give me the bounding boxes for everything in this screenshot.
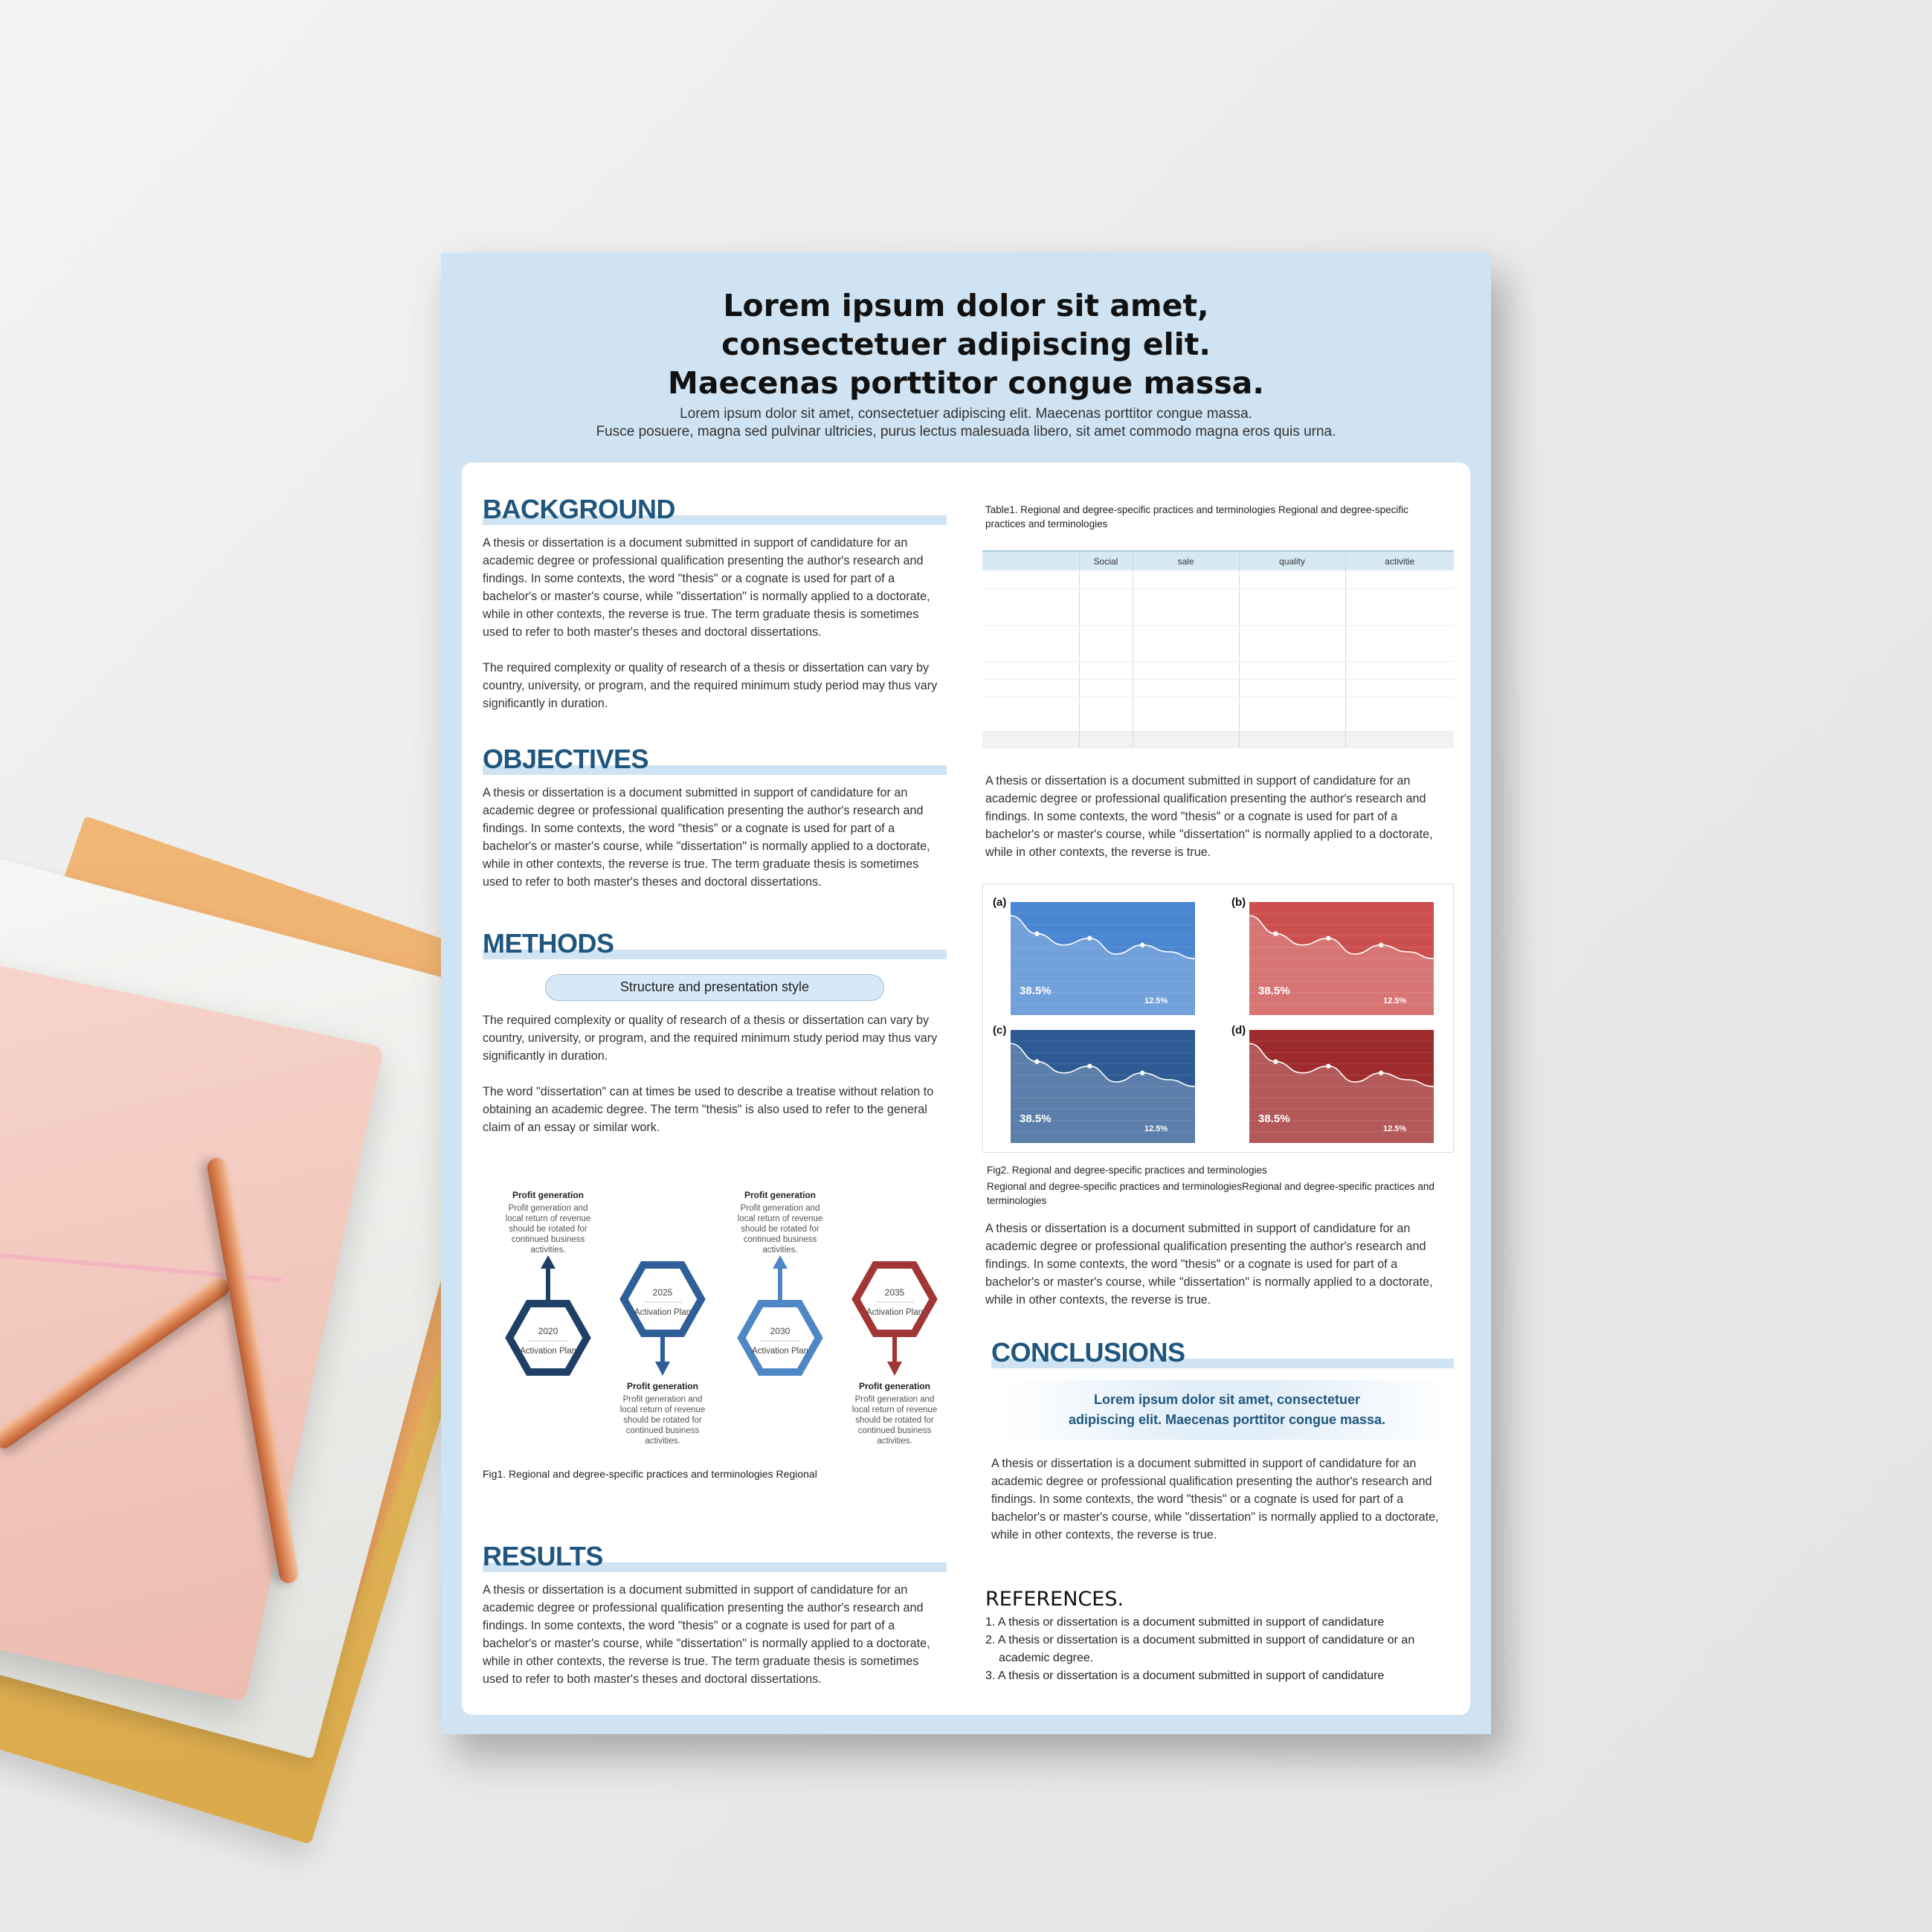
- poster: [441, 253, 1491, 1734]
- panel-label: (a): [993, 896, 1007, 909]
- chart-point: [1273, 1059, 1278, 1063]
- methods-section: [483, 928, 947, 1136]
- node-desc: Profit generation and local return of revenue should be rotated for continued business activities.: [505, 1204, 591, 1255]
- panel-label: (d): [1231, 1024, 1246, 1037]
- conclusions-highlight: [1004, 1380, 1450, 1440]
- methods-heading: METHODS: [483, 928, 614, 959]
- chart-point: [1379, 943, 1383, 947]
- poster-subtitle-line2: Fusce posuere, magna sed pulvinar ultricies, purus lectus malesuada libero, sit amet commodo magna eros quis urna.: [596, 424, 1336, 439]
- node-label: Activation Plan: [519, 1347, 577, 1356]
- fig2-chart-grid: [982, 883, 1454, 1153]
- table1: [982, 550, 1454, 748]
- chart-value-label: 38.5%: [1020, 1112, 1052, 1125]
- fig1-diagram: [483, 1190, 947, 1465]
- chart-value-label: 12.5%: [1383, 1124, 1407, 1133]
- node-title: Profit generation: [744, 1190, 816, 1200]
- chart-point: [1087, 936, 1092, 940]
- poster-title: Lorem ipsum dolor sit amet, consectetuer adipiscing elit. Maecenas porttitor congue massa.: [668, 288, 1264, 401]
- hexagon-2025: [624, 1265, 701, 1376]
- objectives-heading: OBJECTIVES: [483, 744, 649, 774]
- node-2025-text: [614, 1381, 711, 1446]
- chart-value-label: 12.5%: [1144, 996, 1168, 1005]
- background-section: [483, 494, 947, 712]
- chart-value-label: 12.5%: [1383, 996, 1407, 1005]
- table-row: [982, 731, 1454, 747]
- structure-pill: Structure and presentation style: [545, 974, 884, 1001]
- panel-label: (b): [1231, 896, 1246, 909]
- chart-point: [1140, 1071, 1144, 1075]
- chart-value-label: 12.5%: [1144, 1124, 1168, 1133]
- table-row: [982, 679, 1454, 697]
- node-desc: Profit generation and local return of revenue should be rotated for continued business activities.: [851, 1395, 938, 1446]
- fig1-caption: Fig1. Regional and degree-specific practices and terminologies Regional: [483, 1468, 817, 1480]
- node-desc: Profit generation and local return of revenue should be rotated for continued business activities.: [619, 1395, 706, 1446]
- chart-value-label: 38.5%: [1258, 985, 1290, 997]
- table-row: [982, 570, 1454, 588]
- methods-paragraph-2: The word "dissertation" can at times be used to describe a treatise without relation to obtaining an academic degree. The term "thesis" is also used to refer to the general claim of an essay or similar work.: [483, 1085, 934, 1134]
- reference-item: 2. A thesis or dissertation is a document submitted in support of candidature or an academic degree.: [985, 1634, 1415, 1664]
- chart-value-label: 38.5%: [1020, 985, 1052, 997]
- methods-paragraph-1: The required complexity or quality of research of a thesis or dissertation can vary by country, university, or program, and the required minimum study period may thus vary significantly in duration.: [483, 1014, 938, 1063]
- highlight-line1: Lorem ipsum dolor sit amet, consectetuer: [1093, 1392, 1361, 1407]
- background-paragraph-2: The required complexity or quality of research of a thesis or dissertation can vary by country, university, or program, and the required minimum study period may thus vary significantly in duration.: [483, 661, 938, 710]
- fig2-svg: [983, 884, 1455, 1153]
- chart-value-label: 38.5%: [1258, 1112, 1290, 1125]
- results-paragraph: A thesis or dissertation is a document submitted in support of candidature for an academic degree or professional qualification presenting the author's research and findings. In some contexts, the word "thesis" or a cognate is used for part of a bachelor's or master's course, while "dissertation" is normally applied to a doctorate, while in other contexts, the reverse is true. The term graduate thesis is sometimes used to refer to both master's theses and doctoral dissertations.: [483, 1583, 930, 1686]
- reference-item: 1. A thesis or dissertation is a document submitted in support of candidature: [985, 1616, 1385, 1629]
- node-year: 2035: [884, 1287, 905, 1298]
- node-year: 2030: [770, 1326, 790, 1336]
- node-title: Profit generation: [512, 1190, 584, 1200]
- content-panel: [462, 463, 1470, 1715]
- panel-label: (c): [993, 1024, 1007, 1037]
- table1-caption: Table1. Regional and degree-specific practices and terminologies Regional and degree-specific practices and terminologies: [985, 504, 1408, 529]
- chart-point: [1034, 1059, 1039, 1063]
- table-row: [982, 697, 1454, 731]
- results-section: [483, 1541, 947, 1688]
- node-label: Activation Plan: [751, 1347, 809, 1356]
- chart-point: [1034, 931, 1039, 936]
- table-row: [982, 625, 1454, 661]
- results-heading: RESULTS: [483, 1541, 603, 1571]
- reference-item: 3. A thesis or dissertation is a document submitted in support of candidature: [985, 1669, 1385, 1682]
- node-year: 2020: [538, 1326, 558, 1336]
- section-heading: [483, 928, 947, 962]
- table-row: [982, 661, 1454, 679]
- chart-point: [1379, 1071, 1383, 1075]
- background-heading: BACKGROUND: [483, 494, 675, 524]
- conclusions-section: [991, 1337, 1454, 1544]
- node-title: Profit generation: [858, 1381, 930, 1391]
- background-paragraph-1: A thesis or dissertation is a document submitted in support of candidature for an academic degree or professional qualification presenting the author's research and findings. In some contexts, the word "thesis" or a cognate is used for part of a bachelor's or master's course, while "dissertation" is normally applied to a doctorate, while in other contexts, the reverse is true. The term graduate thesis is sometimes used to refer to both master's theses and doctoral dissertations.: [483, 536, 930, 639]
- node-title: Profit generation: [626, 1381, 698, 1391]
- node-year: 2025: [652, 1287, 673, 1298]
- table-header-cell: activitie: [1345, 551, 1454, 570]
- chart-point: [1087, 1063, 1092, 1068]
- highlight-line2: adipiscing elit. Maecenas porttitor congue massa.: [1068, 1412, 1386, 1427]
- table-header-cell: sale: [1133, 551, 1239, 570]
- objectives-section: [483, 744, 947, 891]
- table-header-cell: [982, 551, 1079, 570]
- node-2020-text: [500, 1190, 596, 1255]
- section-heading: [991, 1337, 1454, 1371]
- node-label: Activation Plan: [866, 1308, 924, 1317]
- node-label: Activation Plan: [634, 1308, 692, 1317]
- node-2030-text: [732, 1190, 828, 1255]
- hexagon-2035: [856, 1265, 933, 1376]
- fig2-caption-line1: Fig2. Regional and degree-specific practices and terminologies: [987, 1165, 1267, 1176]
- conclusions-paragraph: A thesis or dissertation is a document submitted in support of candidature for an academic degree or professional qualification presenting the author's research and findings. In some contexts, the word "thesis" or a cognate is used for part of a bachelor's or master's course, while "dissertation" is normally applied to a doctorate, while in other contexts, the reverse is true.: [991, 1457, 1439, 1542]
- chart-point: [1273, 931, 1278, 936]
- poster-header: [441, 286, 1491, 441]
- right-paragraph-1: A thesis or dissertation is a document submitted in support of candidature for an academic degree or professional qualification presenting the author's research and findings. In some contexts, the word "thesis" or a cognate is used for part of a bachelor's or master's course, while "dissertation" is normally applied to a doctorate, while in other contexts, the reverse is true.: [985, 774, 1433, 859]
- node-2035-text: [846, 1381, 943, 1446]
- chart-point: [1326, 936, 1330, 940]
- table-header-cell: quality: [1239, 551, 1345, 570]
- fig2-caption-line2: Regional and degree-specific practices and terminologiesRegional and degree-specific practices and terminologies: [987, 1181, 1434, 1206]
- conclusions-heading: CONCLUSIONS: [991, 1337, 1185, 1368]
- section-heading: [483, 1541, 947, 1575]
- table-row: [982, 588, 1454, 625]
- references-list: [985, 1614, 1446, 1685]
- references-heading: REFERENCES.: [985, 1588, 1124, 1611]
- right-paragraph-2: A thesis or dissertation is a document submitted in support of candidature for an academic degree or professional qualification presenting the author's research and findings. In some contexts, the word "thesis" or a cognate is used for part of a bachelor's or master's course, while "dissertation" is normally applied to a doctorate, while in other contexts, the reverse is true.: [985, 1222, 1433, 1307]
- node-desc: Profit generation and local return of revenue should be rotated for continued business activities.: [737, 1204, 823, 1255]
- chart-point: [1326, 1063, 1330, 1068]
- references-section: [985, 1588, 1446, 1685]
- table-header-cell: Social: [1079, 551, 1133, 570]
- objectives-paragraph: A thesis or dissertation is a document submitted in support of candidature for an academic degree or professional qualification presenting the author's research and findings. In some contexts, the word "thesis" or a cognate is used for part of a bachelor's or master's course, while "dissertation" is normally applied to a doctorate, while in other contexts, the reverse is true. The term graduate thesis is sometimes used to refer to both master's theses and doctoral dissertations.: [483, 786, 930, 889]
- chart-point: [1140, 943, 1144, 947]
- table-header-row: [982, 551, 1454, 570]
- poster-subtitle-line1: Lorem ipsum dolor sit amet, consectetuer adipiscing elit. Maecenas porttitor congue massa.: [680, 406, 1252, 422]
- section-heading: [483, 494, 947, 528]
- section-heading: [483, 744, 947, 778]
